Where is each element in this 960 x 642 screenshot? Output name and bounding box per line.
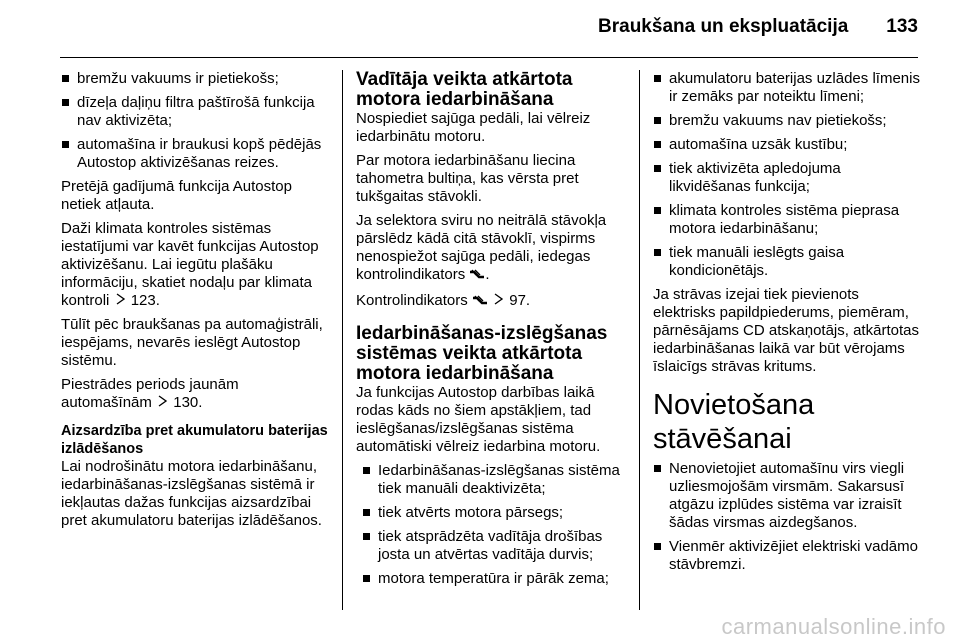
list-item: tiek atsprādzēta vadītāja drošības josta un atvērtas vadītāja durvis;: [362, 528, 626, 564]
list-item: Iedarbināšanas-izslēgšanas sistēma tiek manuāli deaktivizēta;: [362, 462, 626, 498]
subheading: Iedarbināšanas-izslēgšanas sistēmas veikta atkārtota motora iedarbināšana: [356, 323, 608, 384]
page-reference-link[interactable]: 97.: [509, 292, 531, 309]
page-reference-link[interactable]: 130.: [173, 394, 203, 411]
paragraph: Ja selektora sviru no neitrālā stāvokļa pārslēdz kādā citā stāvoklī, vispirms nenospiežot sajūga pedāli, iedegas kontrolindikators .: [356, 212, 626, 286]
subheading: Aizsardzība pret akumulatoru baterijas izlādēšanos: [61, 423, 328, 457]
clutch-indicator-icon: [469, 268, 485, 286]
page-reference-arrow-icon: [116, 292, 125, 310]
list-item: tiek aktivizēta apledojuma likvidēšanas funkcija;: [653, 160, 923, 196]
page-header: [60, 16, 918, 48]
paragraph: Lai nodrošinātu motora iedarbināšanu, iedarbināšanas-izslēgšanas sistēmā ir iekļautas dažas funkcijas aizsardzībai pret akumulatoru baterijas izlādēšanos.: [61, 458, 322, 529]
list-item: Nenovietojiet automašīnu virs viegli uzliesmojošām virsmām. Sakarsusī atgāzu izplūdes sistēma var izraisīt šādas virsmas aizdegšanos.: [653, 460, 923, 532]
paragraph: Par motora iedarbināšanu liecina tahometra bultiņa, kas vērsta pret tukšgaitas stāvokli.: [356, 152, 579, 205]
list-item: tiek manuāli ieslēgts gaisa kondicionētājs.: [653, 244, 923, 280]
watermark: carmanualsonline.info: [721, 614, 946, 639]
paragraph-text: Piestrādes periods jaunām automašīnām: [61, 376, 239, 411]
list-item: bremžu vakuums ir pietiekošs;: [61, 70, 331, 88]
paragraph: Ja strāvas izejai tiek pievienots elektrisks papildpiederums, piemēram, pārnēsājams CD atskaņotājs, atkārtotas iedarbināšanas laikā var būt vērojams īslaicīgs strāvas kritums.: [653, 286, 919, 375]
paragraph-text: Ja selektora sviru no neitrālā stāvokļa pārslēdz kādā citā stāvoklī, vispirms nenospiežot sajūga pedāli, iedegas kontrolindikators: [356, 212, 607, 283]
paragraph: [61, 376, 331, 412]
section-title: Braukšana un ekspluatācija: [598, 16, 849, 37]
bullet-list: [61, 70, 331, 172]
paragraph: Ja funkcijas Autostop darbības laikā rodas kāds no šiem apstākļiem, tad ieslēgšanas/izslēgšanas sistēma automātiski vēlreiz iedarbina motoru.: [356, 384, 601, 455]
clutch-indicator-icon: [472, 294, 488, 312]
list-item: Vienmēr aktivizējiet elektriski vadāmo stāvbremzi.: [653, 538, 923, 574]
column-divider: [639, 70, 640, 610]
paragraph-text: Kontrolindikators: [356, 292, 468, 309]
column-1: [61, 70, 331, 536]
column-divider: [342, 70, 343, 610]
bullet-list: [653, 70, 923, 280]
list-item: motora temperatūra ir pārāk zema;: [362, 570, 626, 588]
column-3: [653, 70, 923, 580]
page-reference-arrow-icon: [158, 394, 167, 412]
subheading: Vadītāja veikta atkārtota motora iedarbināšana: [356, 69, 573, 110]
paragraph: [356, 292, 626, 312]
paragraph: [61, 220, 331, 310]
list-item: automašīna uzsāk kustību;: [653, 136, 923, 154]
list-item: bremžu vakuums nav pietiekošs;: [653, 112, 923, 130]
list-item: akumulatoru baterijas uzlādes līmenis ir zemāks par noteiktu līmeni;: [653, 70, 923, 106]
paragraph: Pretējā gadījumā funkcija Autostop netiek atļauta.: [61, 178, 292, 213]
bullet-list: [653, 460, 923, 574]
list-item: tiek atvērts motora pārsegs;: [362, 504, 626, 522]
page-number: 133: [886, 16, 918, 37]
header-rule: [60, 57, 918, 58]
list-item: dīzeļa daļiņu filtra paštīrošā funkcija nav aktivizēta;: [61, 94, 331, 130]
paragraph-text: Daži klimata kontroles sistēmas iestatījumi var kavēt funkcijas Autostop aktivizēšanu. Lai iegūtu plašāku informāciju, skatiet nodaļu par klimata kontroli: [61, 220, 319, 309]
page-reference-arrow-icon: [494, 292, 503, 310]
column-2: [356, 70, 626, 594]
section-heading: Novietošana stāvēšanai: [653, 389, 815, 455]
paragraph: Tūlīt pēc braukšanas pa automaģistrāli, iespējams, nevarēs ieslēgt Autostop sistēmu.: [61, 316, 323, 369]
bullet-list: [362, 462, 626, 588]
page-reference-link[interactable]: 123.: [130, 292, 160, 309]
list-item: klimata kontroles sistēma pieprasa motora iedarbināšanu;: [653, 202, 923, 238]
list-item: automašīna ir braukusi kopš pēdējās Autostop aktivizēšanas reizes.: [61, 136, 331, 172]
paragraph: Nospiediet sajūga pedāli, lai vēlreiz iedarbinātu motoru.: [356, 110, 591, 145]
